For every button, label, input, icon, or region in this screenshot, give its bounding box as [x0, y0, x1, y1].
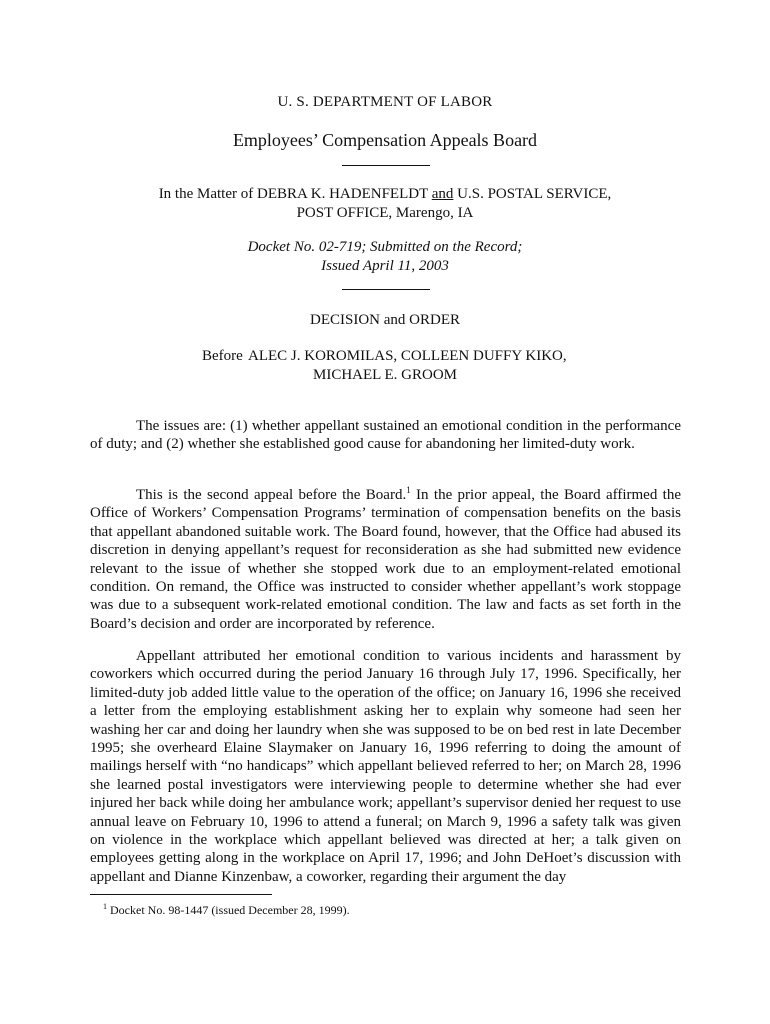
panel-line-2: MICHAEL E. GROOM	[312, 367, 458, 383]
caption-prefix: In the Matter of DEBRA K. HADENFELDT	[158, 186, 432, 202]
docket-line-2: Issued April 11, 2003	[321, 258, 449, 274]
decision-heading: DECISION and ORDER	[310, 312, 460, 328]
agency-heading: U. S. DEPARTMENT OF LABOR	[277, 94, 493, 110]
board-title: Employees’ Compensation Appeals Board	[232, 130, 538, 150]
caption-and: and	[431, 186, 454, 202]
footnote	[103, 903, 350, 918]
caption-suffix: U.S. POSTAL SERVICE,	[453, 186, 612, 202]
paragraph-prior-appeal	[90, 486, 681, 633]
footnote-text: Docket No. 98-1447 (issued December 28, 1999).	[107, 903, 350, 917]
paragraph-incidents	[90, 647, 681, 886]
before-label: Before	[202, 348, 243, 364]
paragraph-text: The issues are: (1) whether appellant sustained an emotional condition in the performance of duty; and (2) whether she established good cause for abandoning her limited-duty work.	[90, 418, 681, 453]
footnote-divider	[90, 894, 272, 895]
case-caption	[0, 185, 770, 223]
caption-line-2: POST OFFICE, Marengo, IA	[296, 205, 474, 221]
footnote-number: 1	[103, 902, 107, 911]
caption-line-1	[0, 185, 770, 204]
docket-line-1: Docket No. 02-719; Submitted on the Record;	[247, 239, 523, 255]
paragraph-text-b: In the prior appeal, the Board affirmed the Office of Workers’ Compensation Programs’ termination of compensation benefits on the basis that appellant abandoned suitable work. The Board found, however, that the Office had abused its discretion in denying appellant’s request for reconsideration as she had submitted new evidence relevant to the issue of whether she stopped work due to an employment-related emotional condition. On remand, the Office was instructed to consider whether appellant’s work stoppage was due to a subsequent work-related emotional condition. The law and facts as set forth in the Board’s decision and order are incorporated by reference.	[90, 487, 681, 632]
paragraph-issues	[90, 417, 681, 454]
panel-line-1: ALEC J. KOROMILAS, COLLEEN DUFFY KIKO,	[248, 348, 567, 364]
docket-info	[0, 238, 770, 276]
footnote-reference[interactable]: 1	[406, 485, 411, 495]
title-divider	[342, 165, 430, 166]
paragraph-text: Appellant attributed her emotional condition to various incidents and harassment by coworkers which occurred during the period January 16 through July 17, 1996. Specifically, her limited-duty job added little value to the operation of the office; on January 16, 1996 she received a letter from the employing establishment asking her to explain why someone had seen her washing her car and doing her laundry when she was supposed to be on bed rest in late December 1995; she overheard Elaine Slaymaker on January 16, 1996 referring to doing the amount of mailings herself with “no handicaps” which appellant believed referred to her; on March 28, 1996 she learned postal investigators were interviewing people to determine whether she had ever injured her back while doing her ambulance work; appellant’s supervisor denied her request to use annual leave on February 10, 1996 to attend a funeral; on March 9, 1996 a safety talk was given on violence in the workplace which appellant believed was directed at her; a talk given on employees getting along in the workplace on April 17, 1996; and John DeHoet’s discussion with appellant and Dianne Kinzenbaw, a coworker, regarding their argument the day	[90, 648, 681, 885]
docket-divider	[342, 289, 430, 290]
paragraph-text-a: This is the second appeal before the Board.	[136, 487, 407, 503]
